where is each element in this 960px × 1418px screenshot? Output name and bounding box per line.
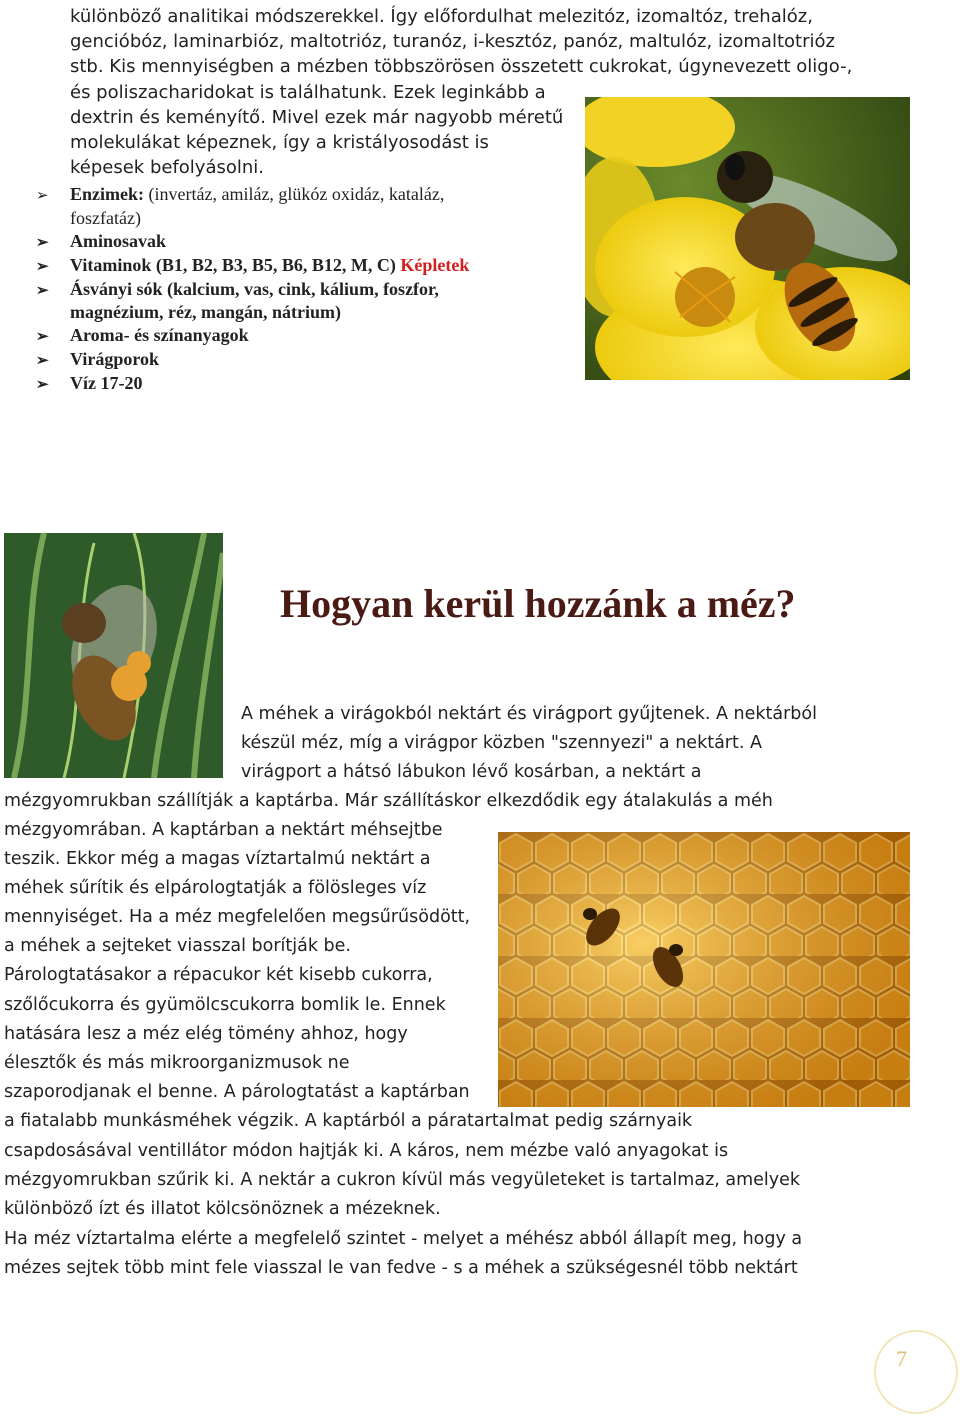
body-line: virágport a hátsó lábukon lévő kosárban, a nektárt a xyxy=(241,762,702,782)
body-line: szőlőcukorra és gyümölcscukorra bomlik le. Ennek xyxy=(4,995,446,1015)
list-item xyxy=(36,229,166,256)
body-line: mennyiséget. Ha a méz megfelelően megsűrűsödött, xyxy=(4,907,471,927)
body-line: mézgyomrukban szállítják a kaptárba. Már szállításkor elkezdődik egy átalakulás a méh xyxy=(4,791,773,811)
list-item xyxy=(36,253,469,280)
page-number-badge xyxy=(874,1330,958,1414)
body-line: mézgyomrukban szűrik ki. A nektár a cukron kívül más vegyületeket is tartalmaz, amelyek xyxy=(4,1170,801,1190)
intro-line: képesek befolyásolni. xyxy=(70,157,265,178)
page-number: 7 xyxy=(896,1346,907,1371)
intro-line: és poliszacharidokat is találhatunk. Ezek leginkább a xyxy=(70,82,546,103)
body-line: élesztők és más mikroorganizmusok ne xyxy=(4,1053,350,1073)
arrow-bullet-icon: ➢ xyxy=(36,353,49,369)
list-item-continuation: magnézium, réz, mangán, nátrium) xyxy=(70,302,341,322)
list-item xyxy=(36,182,444,209)
list-item-label: Víz 17-20 xyxy=(70,373,143,393)
list-item-text: (invertáz, amiláz, glükóz oxidáz, kataláz, xyxy=(144,184,445,204)
body-line: A méhek a virágokból nektárt és virágport gyűjtenek. A nektárból xyxy=(241,704,817,724)
body-line: teszik. Ekkor még a magas víztartalmú nektárt a xyxy=(4,849,431,869)
body-line: Párologtatásakor a répacukor két kisebb cukorra, xyxy=(4,965,433,985)
body-line: a fiatalabb munkásméhek végzik. A kaptárból a páratartalmat pedig szárnyaik xyxy=(4,1111,693,1131)
list-item-label: Aroma- és színanyagok xyxy=(70,325,249,345)
body-line: a méhek a sejteket viasszal borítják be. xyxy=(4,936,351,956)
intro-line: gencióbóz, laminarbióz, maltotrióz, turanóz, i-kesztóz, panóz, maltulóz, izomaltotrióz xyxy=(70,31,835,52)
body-line: csapdosásával ventillátor módon hajtják ki. A káros, nem mézbe való anyagokat is xyxy=(4,1141,729,1161)
list-item xyxy=(36,371,142,398)
section-heading: Hogyan kerül hozzánk a méz? xyxy=(280,581,796,626)
arrow-bullet-icon: ➢ xyxy=(36,283,49,299)
intro-line: dextrin és keményítő. Mivel ezek már nagyobb méretű xyxy=(70,107,564,128)
list-item-label: Ásványi sók (kalcium, vas, cink, kálium, foszfor, xyxy=(70,279,439,299)
body-line: hatására lesz a méz elég tömény ahhoz, hogy xyxy=(4,1024,408,1044)
list-item-continuation: foszfatáz) xyxy=(70,208,141,228)
list-item xyxy=(36,347,159,374)
body-line: mézgyomrában. A kaptárban a nektárt méhsejtbe xyxy=(4,820,443,840)
body-line: méhek sűrítik és elpárologtatják a fölösleges víz xyxy=(4,878,427,898)
honeycomb-photo xyxy=(498,832,910,1107)
arrow-bullet-icon: ➢ xyxy=(36,329,49,345)
body-line: különböző ízt és illatot kölcsönöznek a mézeknek. xyxy=(4,1199,441,1219)
intro-line: stb. Kis mennyiségben a mézben többszörösen összetett cukrokat, úgynevezett oligo-, xyxy=(70,56,853,77)
arrow-bullet-icon: ➢ xyxy=(36,235,49,251)
body-line: készül méz, míg a virágpor közben "szennyezi" a nektárt. A xyxy=(241,733,762,753)
arrow-bullet-icon: ➢ xyxy=(36,377,49,393)
body-line: szaporodjanak el benne. A párologtatást a kaptárban xyxy=(4,1082,470,1102)
bee-on-grass-photo xyxy=(4,533,223,778)
list-item-label: Aminosavak xyxy=(70,231,167,251)
list-item-label: Vitaminok (B1, B2, B3, B5, B6, B12, M, C) xyxy=(70,255,396,275)
list-item-label: Virágporok xyxy=(70,349,160,369)
list-item-label: Enzimek: xyxy=(70,184,144,204)
intro-line: különböző analitikai módszerekkel. Így előfordulhat melezitóz, izomaltóz, trehalóz, xyxy=(70,6,813,27)
body-line: Ha méz víztartalma elérte a megfelelő szintet - melyet a méhész abból állapít meg, hogy a xyxy=(4,1229,803,1249)
arrow-bullet-icon: ➢ xyxy=(36,188,49,204)
kepletek-link[interactable]: Képletek xyxy=(400,255,470,275)
intro-line: molekulákat képeznek, így a kristályosodást is xyxy=(70,132,489,153)
arrow-bullet-icon: ➢ xyxy=(36,259,49,275)
bee-on-flower-photo xyxy=(585,97,910,380)
body-line: mézes sejtek több mint fele viasszal le van fedve - s a méhek a szükségesnél több nektárt xyxy=(4,1258,798,1278)
list-item xyxy=(36,323,249,350)
